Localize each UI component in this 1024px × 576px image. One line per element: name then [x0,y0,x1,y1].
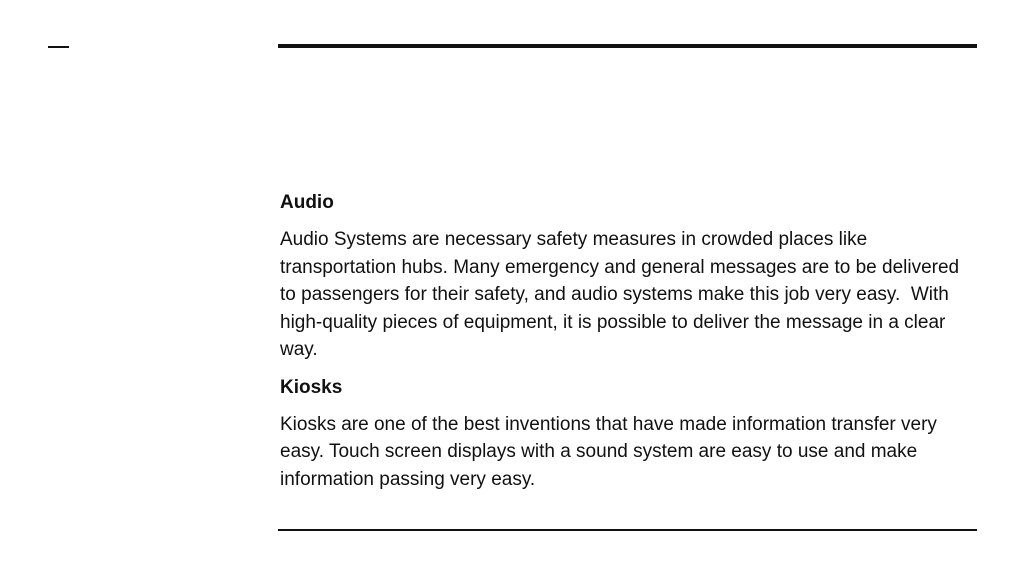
section-heading-kiosks: Kiosks [280,376,343,398]
section-body-kiosks: Kiosks are one of the best inventions that have made information transfer very easy. Touch screen displays with a sound system are easy to use and make information passing very easy. [280,413,943,490]
section-kiosks [280,375,980,494]
section-body-audio: Audio Systems are necessary safety measures in crowded places like transportation hubs. Many emergency and general messages are to be delivered to passengers for their safety, and audio systems make this job very easy. With high-quality pieces of equipment, it is possible to deliver the message in a clear way. [280,229,965,360]
section-heading-audio: Audio [280,192,334,213]
corner-dash-decoration [48,46,69,48]
top-rule [278,44,977,48]
bottom-rule [278,529,977,531]
section-audio [280,190,980,364]
slide-content [280,190,980,504]
